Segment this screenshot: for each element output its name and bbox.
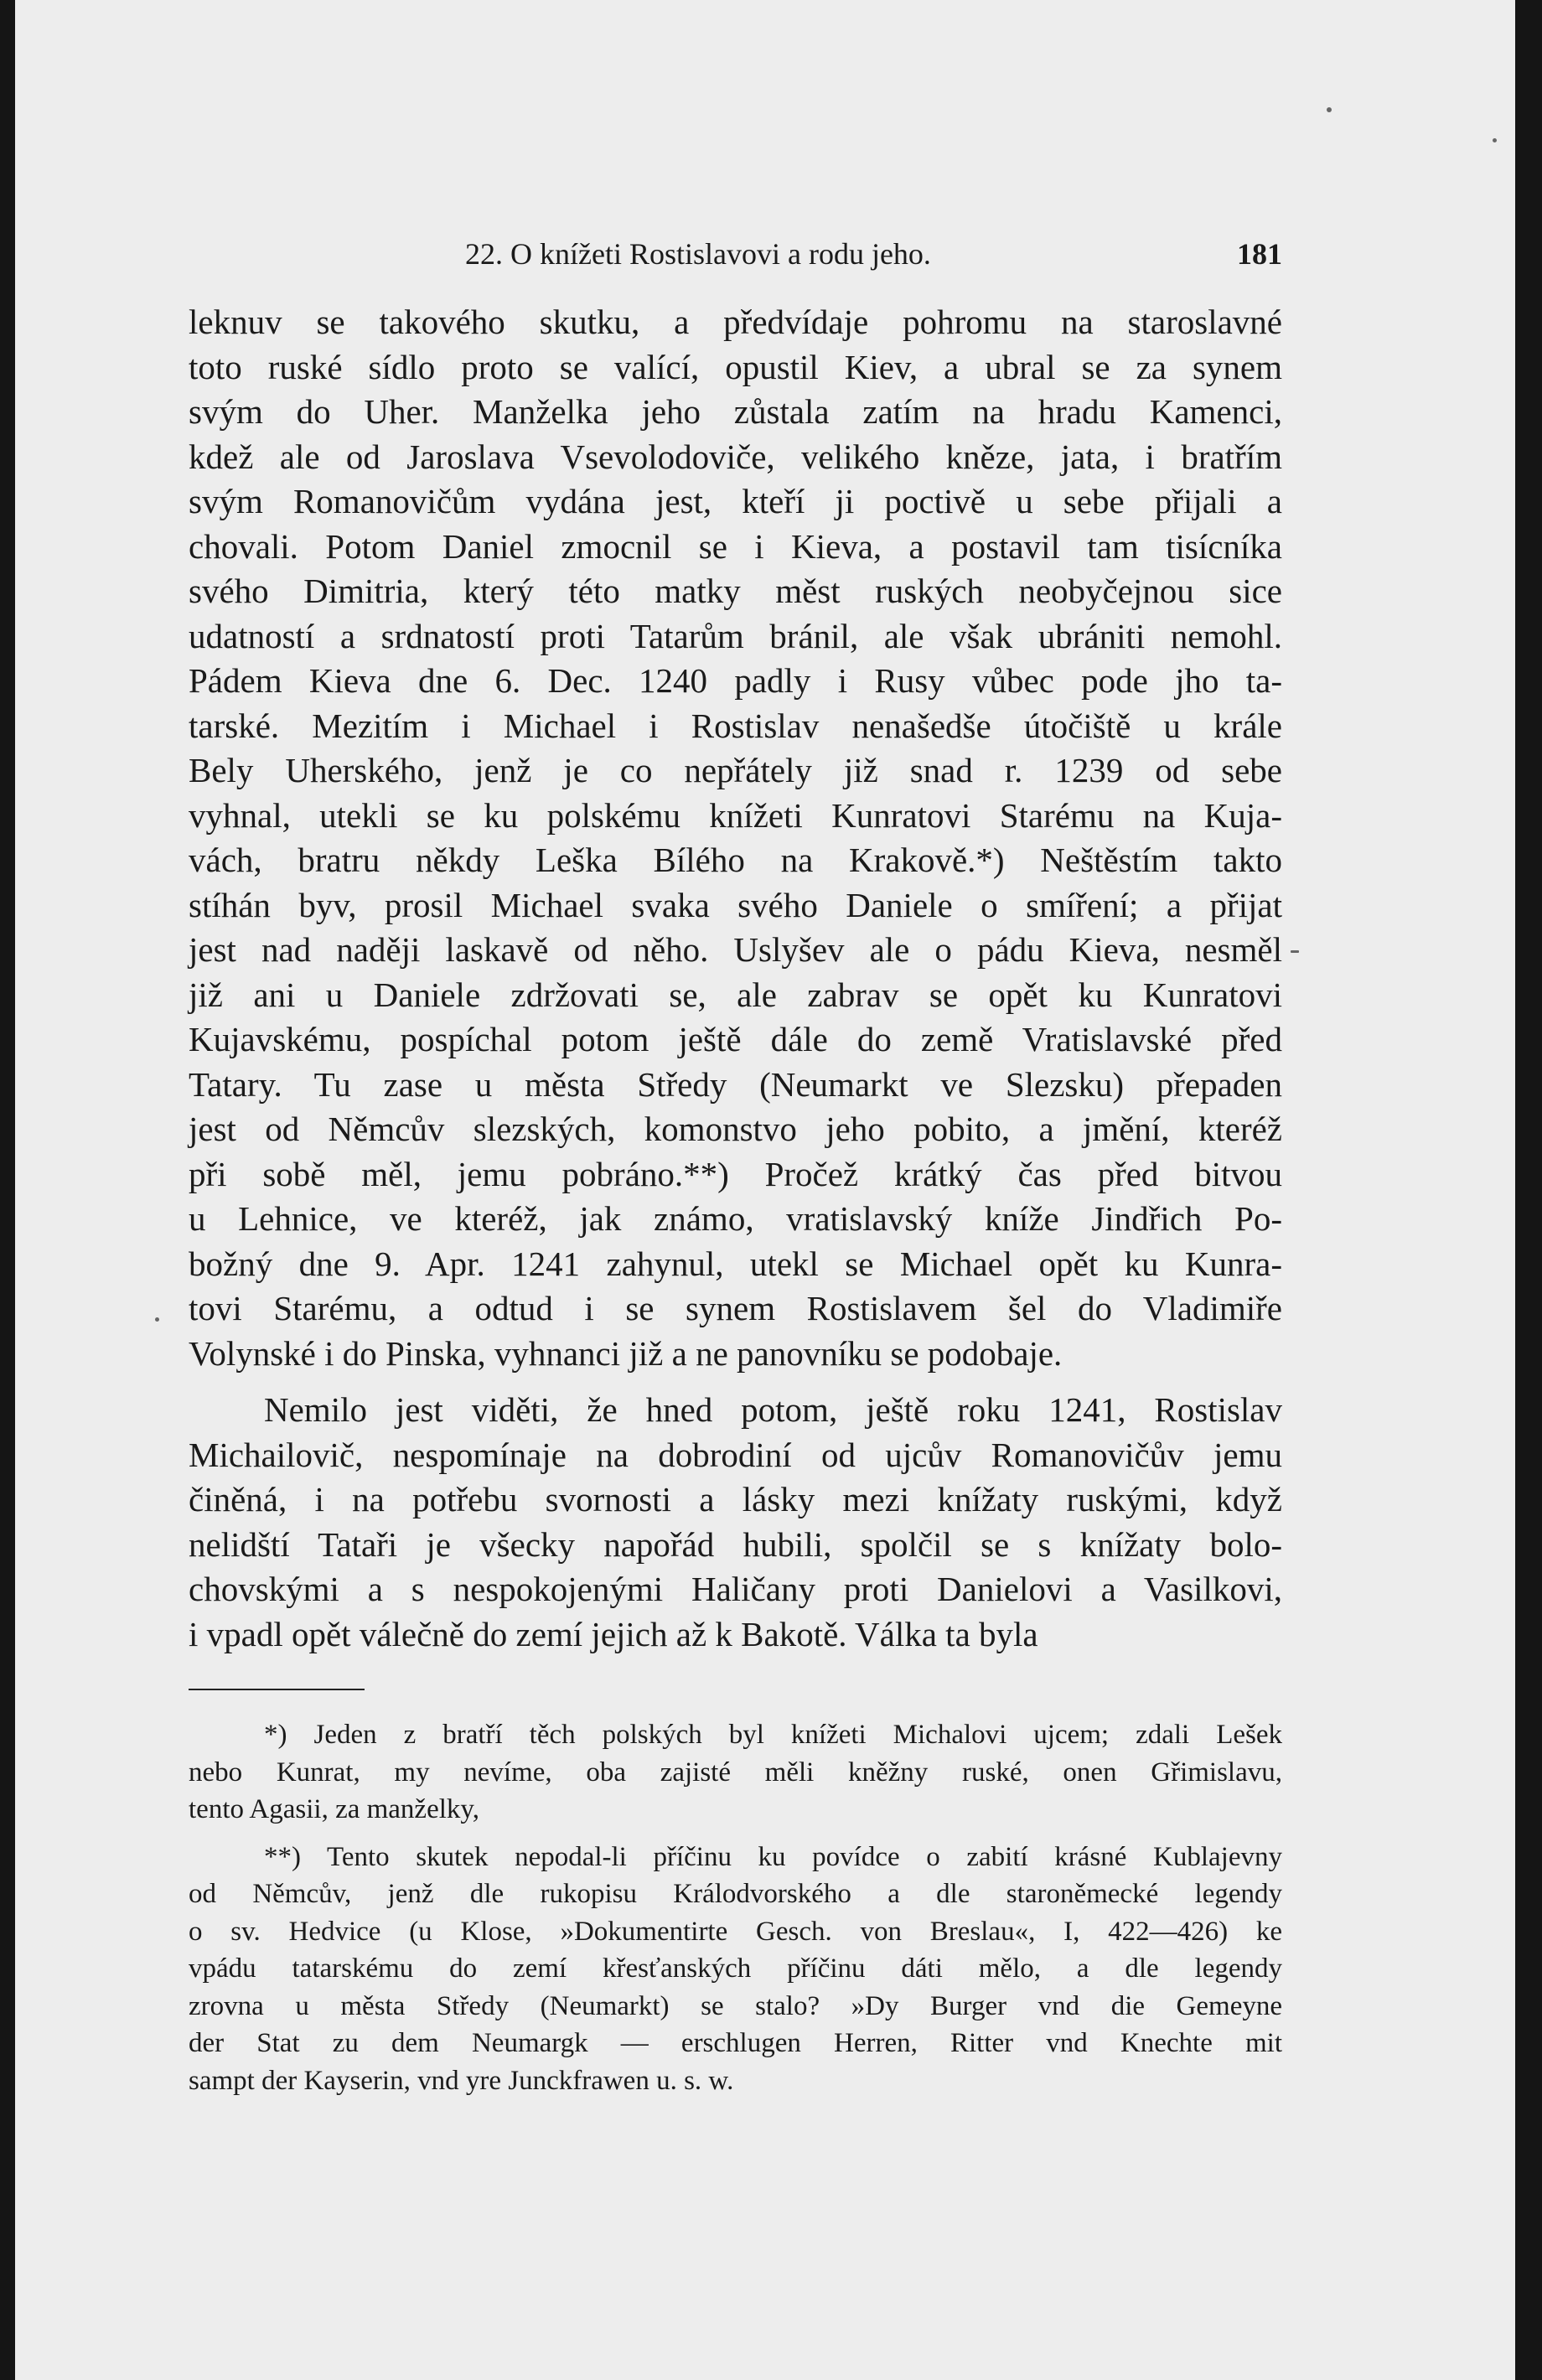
- footnote-line: sampt der Kayserin, vnd yre Junckfrawen u. s. w.: [189, 2065, 734, 2096]
- text-line: tarské. Mezitím i Michael i Rostislav nenašedše útočiště u krále: [189, 706, 1282, 745]
- running-title: 22. O knížeti Rostislavovi a rodu jeho.: [465, 237, 931, 271]
- text-line: již ani u Daniele zdržovati se, ale zabrav se opět ku Kunratovi: [189, 975, 1282, 1014]
- scan-speck: [1291, 950, 1299, 953]
- text-line: nelidští Tataři je všecky napořád hubili, spolčil se s knížaty bolo-: [189, 1524, 1282, 1564]
- scan-speck: [1493, 138, 1497, 142]
- footnote-line: **) Tento skutek nepodal-li příčinu ku povídce o zabití krásné Kublajevny: [264, 1841, 1282, 1872]
- footnote-divider: [189, 1689, 365, 1690]
- footnote-line: tento Agasii, za manželky,: [189, 1794, 479, 1824]
- text-line: Pádem Kieva dne 6. Dec. 1240 padly i Rusy vůbec pode jho ta-: [189, 661, 1282, 700]
- scan-left-edge: [0, 0, 15, 2380]
- text-line: svým Romanovičům vydána jest, kteří ji poctivě u sebe přijali a: [189, 482, 1282, 520]
- text-line: svým do Uher. Manželka jeho zůstala zatím na hradu Kamenci,: [189, 392, 1282, 431]
- text-line: svého Dimitria, který této matky měst ruských neobyčejnou sice: [189, 572, 1282, 610]
- footnote-line: od Němcův, jenž dle rukopisu Králodvorského a dle staroněmecké legendy: [189, 1879, 1282, 1909]
- text-line: stíhán byv, prosil Michael svaka svého Daniele o smíření; a přijat: [189, 885, 1282, 924]
- footnote-line: nebo Kunrat, my nevíme, oba zajisté měli kněžny ruské, onen Gřimislavu,: [189, 1757, 1282, 1788]
- text-line: chovskými a s nespokojenými Haličany proti Danielovi a Vasilkovi,: [189, 1570, 1282, 1608]
- footnote-spacer: [189, 1829, 1282, 1839]
- main-text: [189, 300, 1282, 1657]
- text-line: Tatary. Tu zase u města Středy (Neumarkt ve Slezsku) přepaden: [189, 1064, 1282, 1104]
- text-line: leknuv se takového skutku, a předvídaje pohromu na staroslavné: [189, 303, 1282, 341]
- running-head: [189, 233, 1282, 275]
- text-line: Volynské i do Pinska, vyhnanci již a ne panovníku se podobaje.: [189, 1333, 1063, 1373]
- footnote-line: vpádu tatarskému do zemí křesťanských příčinu dáti mělo, a dle legendy: [189, 1953, 1282, 1984]
- text-line: vách, bratru někdy Leška Bílého na Krakově.*) Neštěstím takto: [189, 841, 1282, 879]
- text-line: jest nad naději laskavě od něho. Uslyšev ale o pádu Kieva, nesměl: [189, 930, 1282, 969]
- text-line: tovi Starému, a odtud i se synem Rostislavem šel do Vladimiře: [189, 1289, 1282, 1327]
- footnote-line: o sv. Hedvice (u Klose, »Dokumentirte Gesch. von Breslau«, I, 422—426) ke: [189, 1916, 1282, 1947]
- text-line: činěná, i na potřebu svornosti a lásky mezi knížaty ruskými, když: [189, 1480, 1282, 1519]
- text-line: u Lehnice, ve kteréž, jak známo, vratislavský kníže Jindřich Po-: [189, 1199, 1282, 1238]
- paragraph: [189, 1388, 1282, 1657]
- text-line: udatností a srdnatostí proti Tatarům bránil, ale však ubrániti nemohl.: [189, 616, 1282, 655]
- text-line: kdež ale od Jaroslava Vsevolodoviče, velikého kněze, jata, i bratřím: [189, 437, 1282, 476]
- paragraph: [189, 300, 1282, 1376]
- text-line: Bely Uherského, jenž je co nepřátely již snad r. 1239 od sebe: [189, 751, 1282, 789]
- text-line: jest od Němcův slezských, komonstvo jeho pobito, a jmění, kteréž: [189, 1110, 1282, 1148]
- text-line: chovali. Potom Daniel zmocnil se i Kieva, a postavil tam tisícníka: [189, 526, 1282, 566]
- scan-speck: [155, 1317, 159, 1322]
- scan-speck: [1327, 107, 1332, 112]
- text-line: Kujavskému, pospíchal potom ještě dále do země Vratislavské před: [189, 1020, 1282, 1058]
- text-line: i vpadl opět válečně do zemí jejich až k Bakotě. Válka ta byla: [189, 1614, 1038, 1653]
- text-line: toto ruské sídlo proto se valící, opustil Kiev, a ubral se za synem: [189, 347, 1282, 386]
- footnote-line: zrovna u města Středy (Neumarkt) se stalo? »Dy Burger vnd die Gemeyne: [189, 1990, 1282, 2021]
- footnote-line: *) Jeden z bratří těch polských byl knížeti Michalovi ujcem; zdali Lešek: [264, 1720, 1282, 1750]
- footnote: [189, 1716, 1282, 1829]
- text-line: při sobě měl, jemu pobráno.**) Pročež krátký čas před bitvou: [189, 1154, 1282, 1193]
- scan-right-edge: [1515, 0, 1542, 2380]
- footnote-line: der Stat zu dem Neumargk — erschlugen Herren, Ritter vnd Knechte mit: [189, 2028, 1282, 2058]
- paragraph-spacer: [189, 1376, 1282, 1388]
- text-line: božný dne 9. Apr. 1241 zahynul, utekl se Michael opět ku Kunra-: [189, 1244, 1282, 1283]
- page-number: 181: [1237, 237, 1282, 271]
- footnote: [189, 1839, 1282, 2100]
- text-line: vyhnal, utekli se ku polskému knížeti Kunratovi Starému na Kuja-: [189, 795, 1282, 835]
- text-line: Nemilo jest viděti, že hned potom, ještě roku 1241, Rostislav: [264, 1390, 1282, 1429]
- text-line: Michailovič, nespomínaje na dobrodiní od ujcův Romanovičův jemu: [189, 1435, 1282, 1474]
- footnotes: [189, 1716, 1282, 2099]
